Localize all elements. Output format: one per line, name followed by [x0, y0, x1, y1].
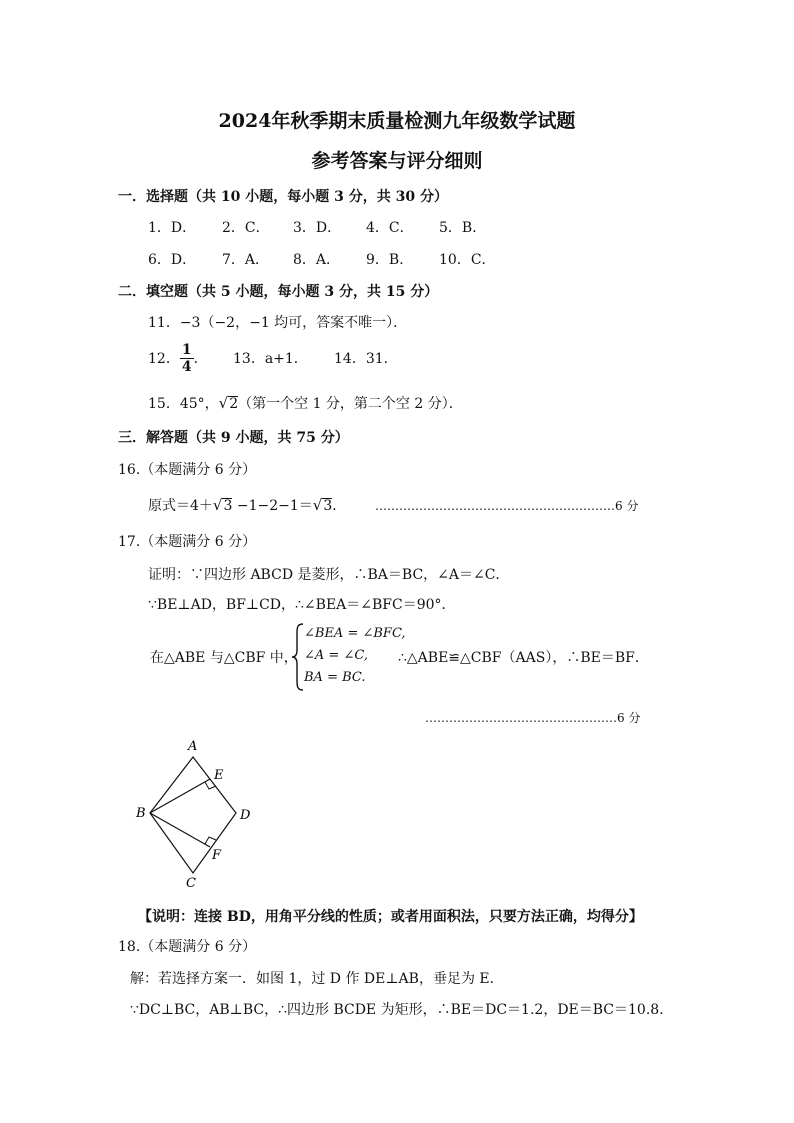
radicand: 3: [323, 498, 333, 514]
q18-title: 18.（本题满分 6 分）: [118, 939, 257, 955]
fraction-one-quarter: [180, 342, 194, 375]
answer-1: 1．D．: [148, 220, 197, 236]
answer-11: 11．−3（−2，−1 均可，答案不唯一）．: [148, 315, 408, 331]
q16-score: ……………………………………………………6 分: [375, 499, 639, 513]
page-subtitle: 参考答案与评分细则: [311, 150, 483, 172]
q17-title: 17.（本题满分 6 分）: [118, 534, 257, 550]
section-solution-heading: 三．解答题（共 9 小题，共 75 分）: [118, 430, 349, 446]
rhombus-figure: [130, 735, 270, 895]
answer-4: 4．C．: [366, 220, 414, 236]
answer-9: 9．B．: [366, 252, 414, 268]
q17-score: …………………………………………6 分: [425, 711, 641, 725]
label-a: A: [188, 739, 198, 754]
answer-15-part-b: （第一个空 1 分，第二个空 2 分）．: [238, 396, 463, 412]
segment-be: [150, 779, 210, 813]
answer-5: 5．B．: [439, 220, 487, 236]
sqrt-icon: √: [218, 394, 229, 412]
label-b: B: [136, 806, 146, 821]
section-choice-heading: 一．选择题（共 10 小题，每小题 3 分，共 30 分）: [118, 189, 448, 205]
condition-system: [304, 623, 406, 689]
answer-2: 2．C．: [222, 220, 270, 236]
q17-line3-b: ∴△ABE≌△CBF（AAS），∴BE＝BF．: [398, 650, 649, 666]
answer-8: 8．A．: [293, 252, 341, 268]
q18-line1: 解：若选择方案一．如图 1，过 D 作 DE⊥AB，垂足为 E．: [130, 971, 504, 987]
fraction-denominator: 4: [181, 358, 192, 375]
q18-line2: ∵DC⊥BC，AB⊥BC，∴四边形 BCDE 为矩形，∴BE＝DC＝1.2，DE＝BC＝10.8．: [130, 1002, 674, 1018]
q17-note: 【说明：连接 BD，用角平分线的性质；或者用面积法，只要方法正确，均得分】: [138, 909, 643, 925]
fraction-numerator: 1: [181, 341, 192, 358]
answer-6: 6．D．: [148, 252, 197, 268]
answer-15-part-a: 15．45°，: [148, 396, 219, 412]
answer-7: 7．A．: [222, 252, 270, 268]
sqrt-icon: √: [212, 496, 223, 514]
answer-14: 14．31．: [334, 351, 398, 367]
radicand: 2: [229, 396, 239, 412]
radicand: 3: [223, 498, 233, 514]
sqrt-icon: √: [312, 496, 323, 514]
q16-title: 16.（本题满分 6 分）: [118, 462, 257, 478]
label-e: E: [214, 768, 224, 783]
answer-15: [148, 393, 463, 413]
label-f: F: [212, 848, 222, 863]
label-c: C: [186, 876, 196, 891]
answer-10: 10．C．: [439, 252, 496, 268]
page-title: 2024年秋季期末质量检测九年级数学试题: [218, 110, 576, 132]
condition-2: ∠A = ∠C,: [304, 648, 368, 663]
condition-3: BA = BC.: [304, 670, 366, 685]
q16-formula: [148, 495, 346, 515]
answer-3: 3．D．: [293, 220, 342, 236]
q17-line2: ∵BE⊥AD，BF⊥CD，∴∠BEA＝∠BFC＝90°．: [148, 597, 456, 613]
answer-12-label: 12．: [148, 351, 180, 367]
q16-formula-b: −1−2−1＝: [232, 498, 313, 514]
answer-13: 13．a+1．: [233, 351, 308, 367]
q17-line1: 证明：∵四边形 ABCD 是菱形，∴BA＝BC，∠A＝∠C．: [148, 567, 510, 583]
condition-1: ∠BEA = ∠BFC,: [304, 626, 406, 641]
label-d: D: [240, 808, 251, 823]
answer-12: [148, 340, 208, 376]
q16-formula-a: 原式＝4＋: [148, 498, 213, 514]
q17-line3-a: 在△ABE 与△CBF 中，: [150, 650, 298, 666]
answer-12-end: ．: [193, 351, 208, 367]
q16-formula-c: ．: [332, 498, 347, 514]
section-fill-heading: 二．填空题（共 5 小题，每小题 3 分，共 15 分）: [118, 284, 439, 300]
segment-bf: [150, 813, 210, 847]
